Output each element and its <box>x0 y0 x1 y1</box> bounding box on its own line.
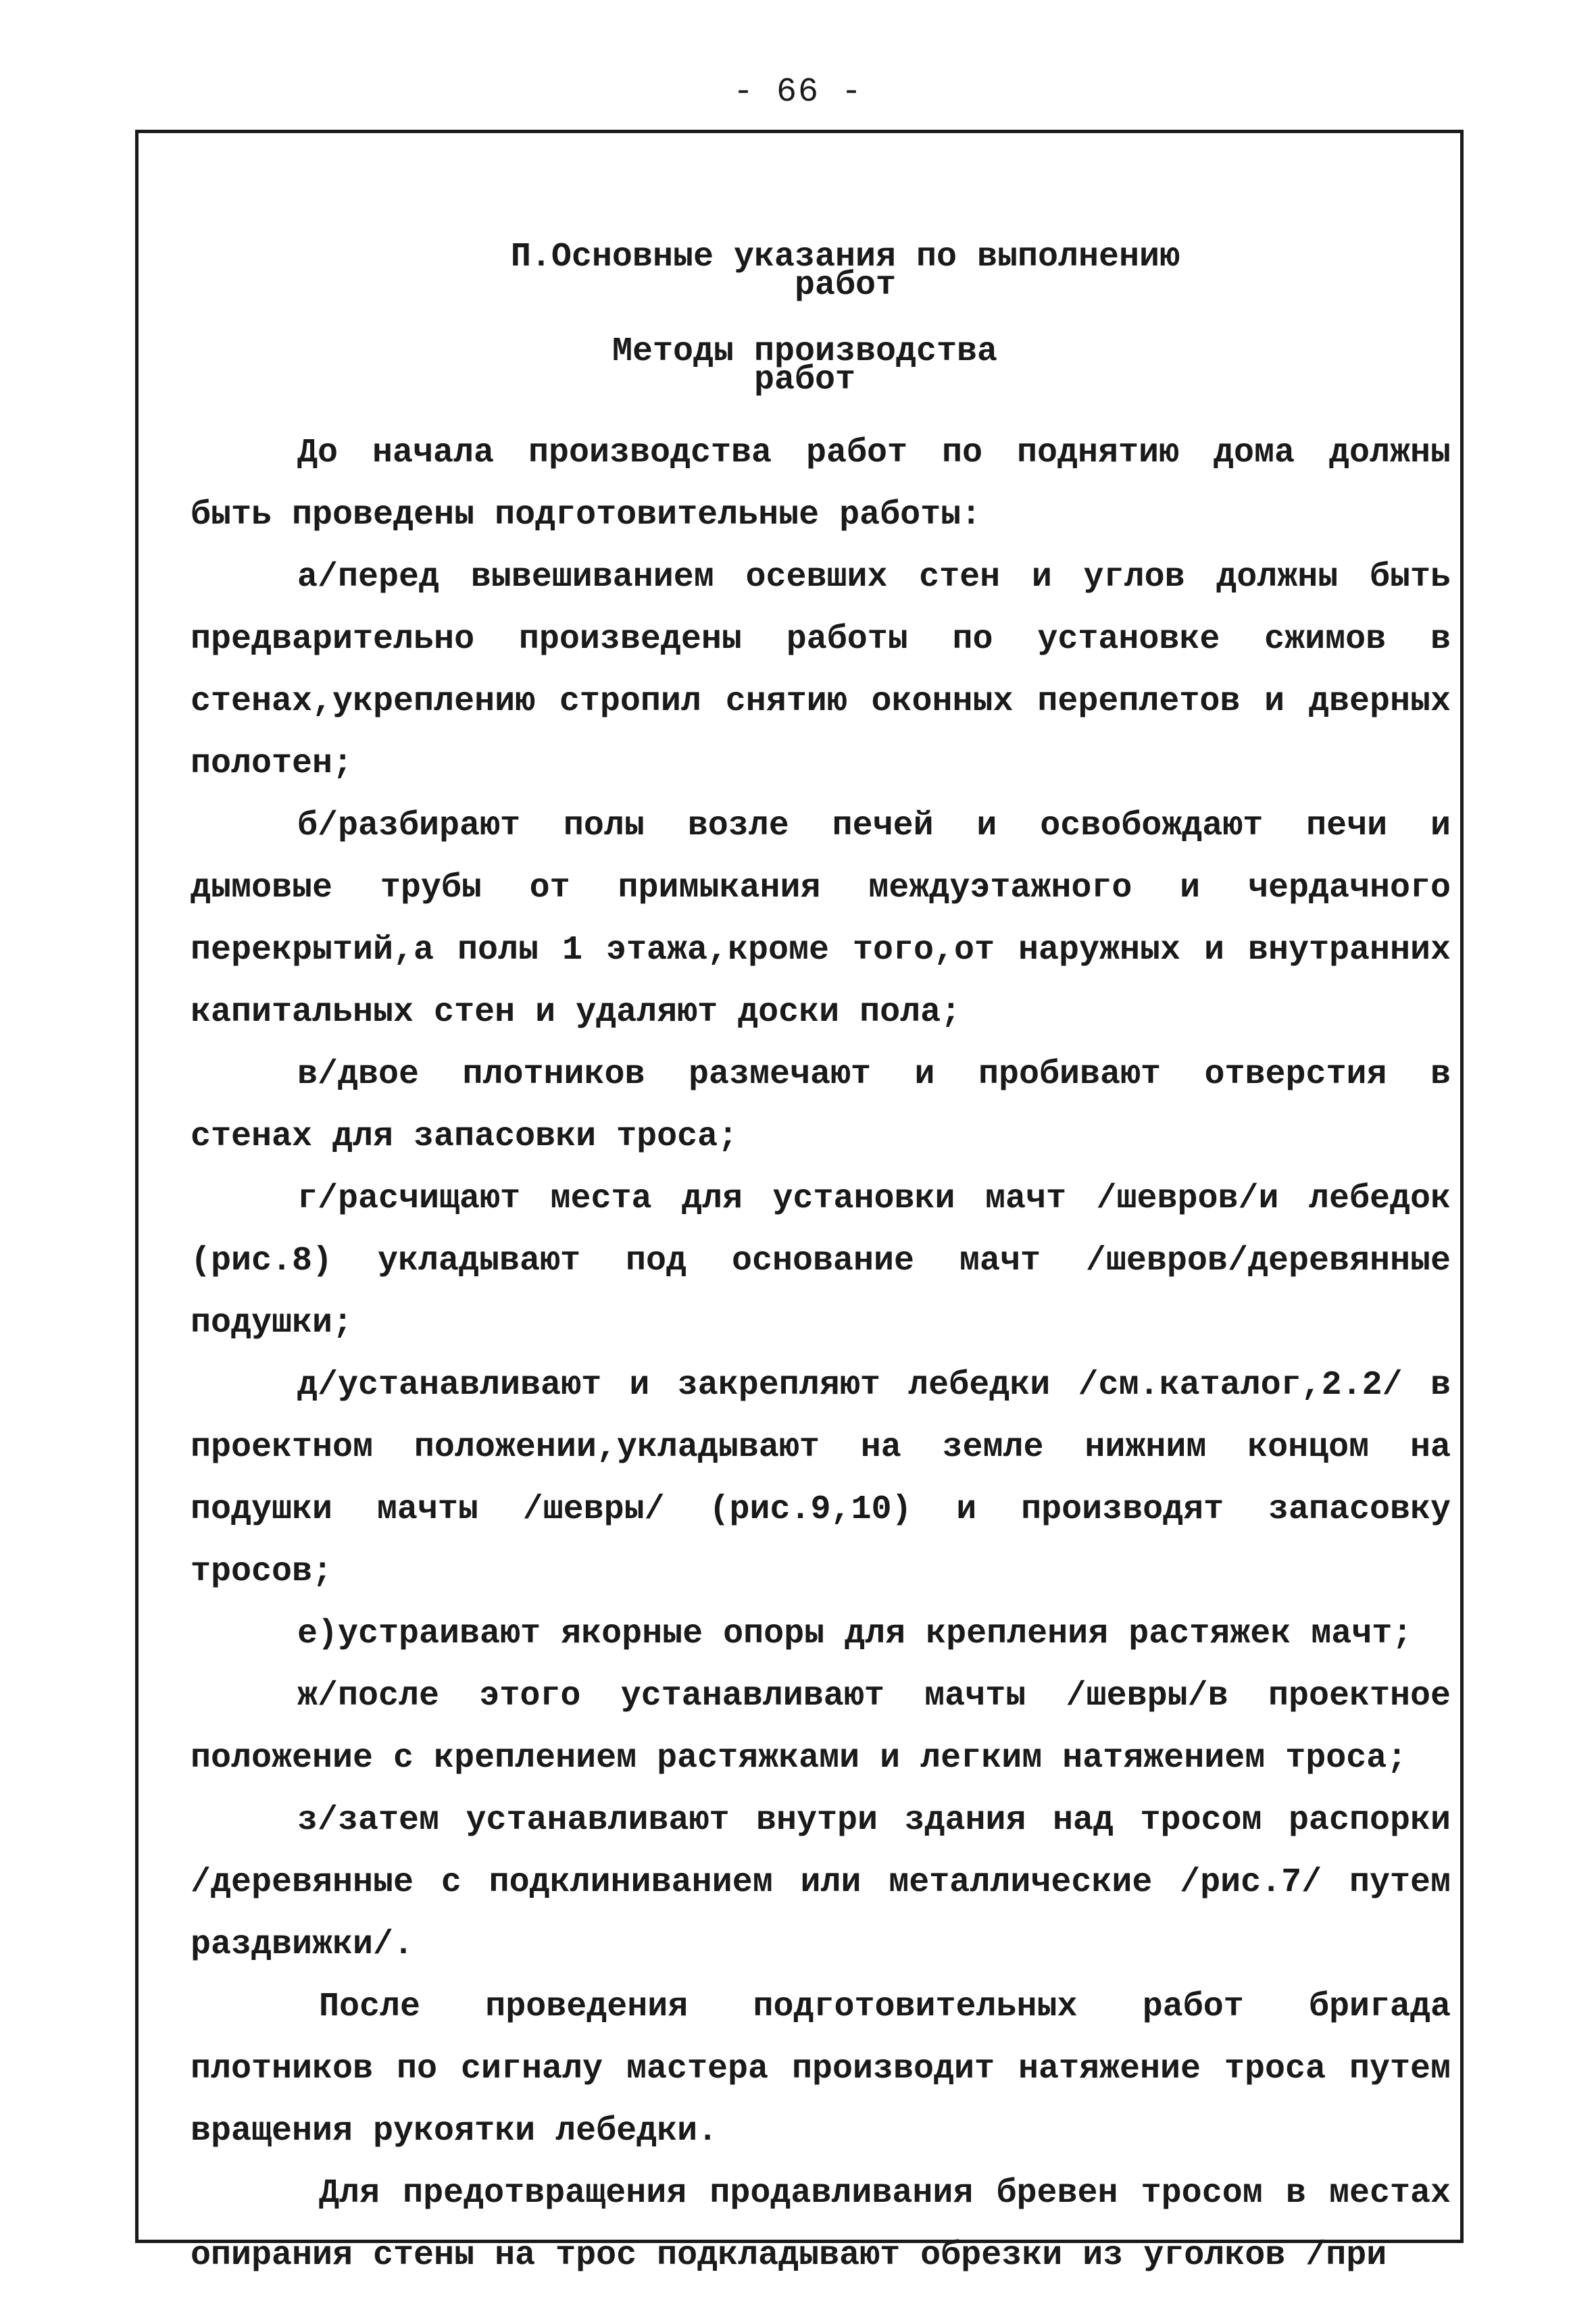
section-subtitle-line-1: Методы производства <box>612 332 998 371</box>
section-title-line-1: П.Основные указания по выполнению <box>510 238 1180 276</box>
paragraph-intro: До начала производства работ по поднятию дома должны быть проведены подготовительные работы: <box>191 434 1451 534</box>
paragraph-tensioning: После проведения подготовительных работ бригада плотников по сигналу мастера производит натяжение троса путем вращения рукоятки лебедки. <box>191 1988 1451 2150</box>
paragraph-protection: Для предотвращения продавливания бревен тросом в местах опирания стены на трос подкладывают обрезки из уголков /при <box>191 2174 1451 2275</box>
list-item-a: а/перед вывешиванием осевших стен и углов должны быть предварительно произведены работы по установке сжимов в стенах,укреплению стропил снятию оконных переплетов и дверных полотен; <box>191 558 1451 783</box>
list-item-g: г/расчищают места для установки мачт /шевров/и лебедок (рис.8) укладывают под основание мачт /шевров/деревянные подушки; <box>191 1180 1451 1342</box>
section-subtitle <box>0 332 1596 399</box>
section-title <box>0 238 1596 305</box>
section-subtitle-line-2: работ <box>753 361 856 399</box>
section-title-line-2: работ <box>794 266 897 305</box>
list-item-zh: ж/после этого устанавливают мачты /шевры/в проектное положение с креплением растяжками и легким натяжением троса; <box>191 1677 1451 1778</box>
document-body <box>191 422 1451 2287</box>
list-item-v: в/двое плотников размечают и пробивают отверстия в стенах для запасовки троса; <box>191 1055 1451 1156</box>
list-item-z: з/затем устанавливают внутри здания над тросом распорки /деревянные с подклиниванием или металлические /рис.7/ путем раздвижки/. <box>191 1801 1451 1964</box>
list-item-d: д/устанавливают и закрепляют лебедки /см.каталог,2.2/ в проектном положении,укладывают на земле нижним концом на подушки мачты /шевры/ (рис.9,10) и производят запасовку тросов; <box>191 1366 1451 1591</box>
list-item-b: б/разбирают полы возле печей и освобождают печи и дымовые трубы от примыкания междуэтажного и чердачного перекрытий,а полы 1 этажа,кроме того,от наружных и внутранних капитальных стен и удаляют доски пола; <box>191 807 1451 1032</box>
page-number: - 66 - <box>732 73 864 111</box>
list-item-e: е)устраивают якорные опоры для крепления растяжек мачт; <box>297 1615 1413 1653</box>
